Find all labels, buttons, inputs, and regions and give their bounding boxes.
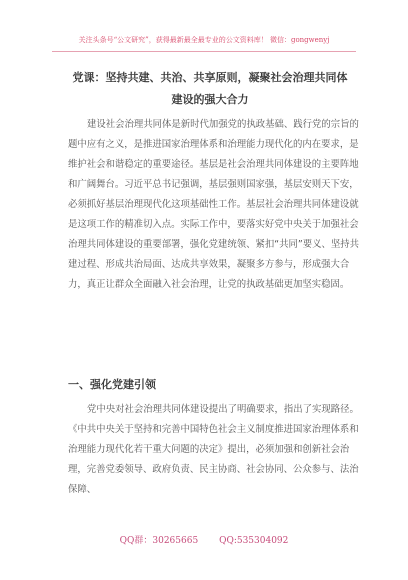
document-title-line-2: 建设的强大合力 bbox=[171, 93, 249, 106]
qq-group-label: QQ群：30265665 bbox=[119, 536, 199, 546]
qq-number-label: QQ:535304092 bbox=[219, 536, 289, 546]
section-heading-1: 一、强化党建引领 bbox=[68, 378, 156, 391]
contact-footer bbox=[0, 533, 408, 546]
promo-banner: 关注头条号“公文研究”，获得最新最全最专业的公文资料库！ 微信：gongwenyj bbox=[78, 36, 330, 44]
intro-paragraph: 建设社会治理共同体是新时代加强党的执政基础、践行党的宗旨的题中应有之义，是推进国家治理体系和治理能力现代化的内在要求，是维护社会和谐稳定的重要途径。基层是社会治理共同体建设的主要阵地和广阔舞台。习近平总书记强调，基层强则国家强，基层安则天下安，必须抓好基层治理现代化这项基础性工作。基层社会治理共同体建设就是这项工作的精准切入点。实际工作中，要落实好党中央关于加强社会治理共同体建设的重要部署，强化党建统领、紧扣“共同”要义、坚持共建过程、形成共治局面、达成共享效果，凝聚多方参与，形成强大合力，真正让群众全面融入社会治理，让党的执政基础更加坚实稳固。 bbox=[68, 119, 359, 290]
document-title-line-1: 党课：坚持共建、共治、共享原则，凝聚社会治理共同体 bbox=[72, 71, 348, 84]
banner-divider bbox=[52, 51, 356, 52]
section-1-paragraph: 党中央对社会治理共同体建设提出了明确要求，指出了实现路径。《中共中央关于坚持和完善中国特色社会主义制度推进国家治理体系和治理能力现代化若干重大问题的决定》提出，必须加强和创新社会治理，完善党委领导、政府负责、民主协商、社会协同、公众参与、法治保障、 bbox=[68, 404, 359, 495]
